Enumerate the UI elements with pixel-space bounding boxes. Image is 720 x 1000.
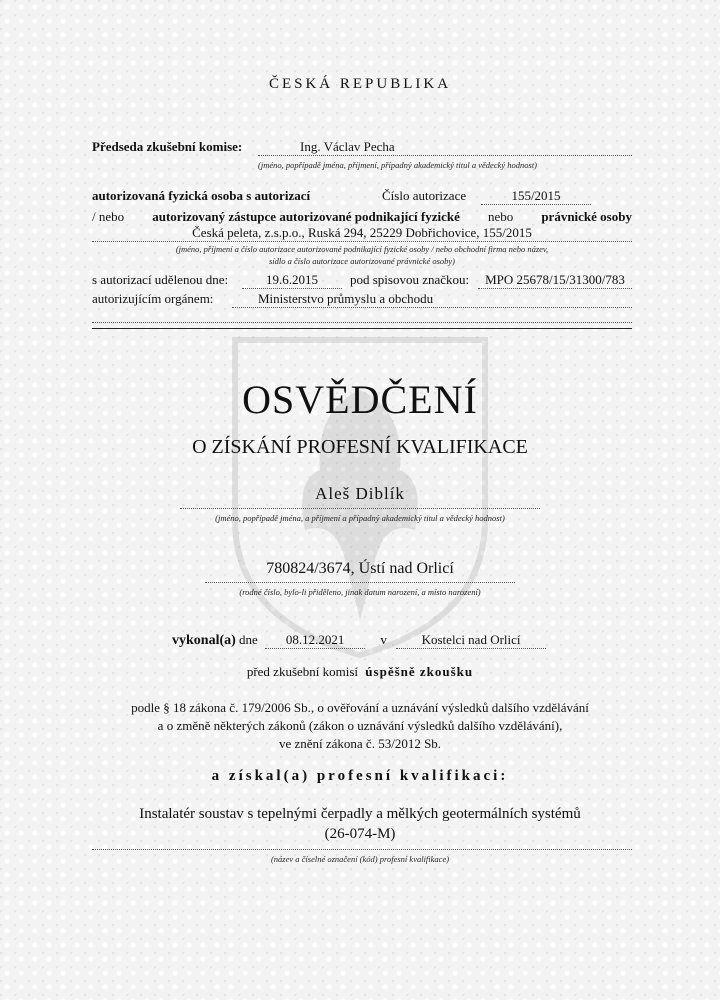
qualification-dotted-line	[92, 849, 632, 850]
header-separator	[92, 328, 632, 329]
auth-number-label: Číslo autorizace	[382, 188, 467, 203]
birth-note: (rodné číslo, bylo-li přiděleno, jinak datum narození, a místo narození)	[239, 587, 481, 597]
auth-entity: Česká peleta, z.s.p.o., Ruská 294, 25229 Dobřichovice, 155/2015	[192, 225, 532, 240]
certificate-subtitle: O ZÍSKÁNÍ PROFESNÍ KVALIFIKACE	[192, 436, 528, 458]
holder-dotted-line	[180, 508, 540, 509]
holder-name: Aleš Diblík	[315, 484, 405, 503]
auth-number-value: 155/2015	[481, 188, 591, 205]
birth-dotted-line	[205, 582, 515, 583]
exam-date: 08.12.2021	[265, 632, 365, 649]
authority-label: autorizujícím orgánem:	[92, 291, 214, 306]
performed-label: vykonal(a)	[172, 633, 236, 648]
date-label: dne	[239, 632, 258, 647]
before-text: před zkušební komisí	[246, 664, 359, 679]
place-label: v	[380, 632, 387, 647]
authority-value: Ministerstvo průmyslu a obchodu	[258, 291, 434, 306]
qualification-line1: Instalatér soustav s tepelnými čerpadly a mělkých geotermálních systémů	[139, 806, 581, 822]
granted-date: 19.6.2015	[242, 272, 342, 289]
file-number: MPO 25678/15/31300/783	[478, 272, 632, 289]
blank-dotted-line	[92, 322, 632, 323]
holder-note: (jméno, popřípadě jména, a příjmení a případný akademický titul a vědecký hodnost)	[215, 513, 505, 523]
law-line1: podle § 18 zákona č. 179/2006 Sb., o ověřování a uznávání výsledků dalšího vzdělávání	[131, 700, 589, 715]
gained-qualification-text: a získal(a) profesní kvalifikaci:	[211, 768, 509, 784]
law-line2: a o změně některých zákonů (zákon o uznávání výsledků dalšího vzdělávání),	[157, 718, 563, 733]
auth-line2-mid: nebo	[487, 209, 514, 224]
file-label: pod spisovou značkou:	[350, 272, 470, 287]
granted-label: s autorizací udělenou dne:	[92, 272, 229, 287]
entity-dotted-line	[92, 241, 632, 242]
auth-line2	[92, 209, 632, 225]
auth-line2-bold2: právnické osoby	[541, 209, 632, 224]
auth-note-line2: sídlo a číslo autorizace autorizované právnické osoby)	[268, 256, 456, 266]
auth-line2-prefix: / nebo	[92, 209, 125, 224]
chair-dotted-line	[258, 155, 632, 156]
certificate-title: OSVĚDČENÍ	[242, 377, 478, 422]
law-line3: ve znění zákona č. 53/2012 Sb.	[278, 736, 442, 751]
auth-line2-bold1: autorizovaný zástupce autorizované podnikající fyzické	[152, 209, 460, 224]
authority-row	[232, 291, 632, 308]
chair-row	[92, 139, 242, 155]
auth-person-label: autorizovaná fyzická osoba s autorizací	[92, 188, 311, 203]
qualification-note: (název a číselné označení (kód) profesní kvalifikace)	[270, 854, 450, 864]
birth-info: 780824/3674, Ústí nad Orlicí	[266, 560, 454, 577]
performed-row	[172, 632, 546, 649]
chair-name: Ing. Václav Pecha	[300, 139, 395, 154]
country-heading: ČESKÁ REPUBLIKA	[268, 76, 452, 92]
exam-place: Kostelci nad Orlicí	[396, 632, 546, 649]
success-text: úspěšně zkoušku	[365, 664, 474, 679]
chair-note: (jméno, popřípadě jména, příjmení, případný akademický titul a vědecký hodnost)	[258, 160, 538, 170]
auth-note-line1: (jméno, příjmení a číslo autorizace autorizované podnikající fyzické osoby / nebo obchodní firma nebo název,	[175, 244, 549, 254]
before-commission-row	[0, 664, 720, 680]
qualification-line2: (26-074-M)	[324, 826, 396, 842]
chair-label: Předseda zkušební komise:	[92, 139, 243, 154]
